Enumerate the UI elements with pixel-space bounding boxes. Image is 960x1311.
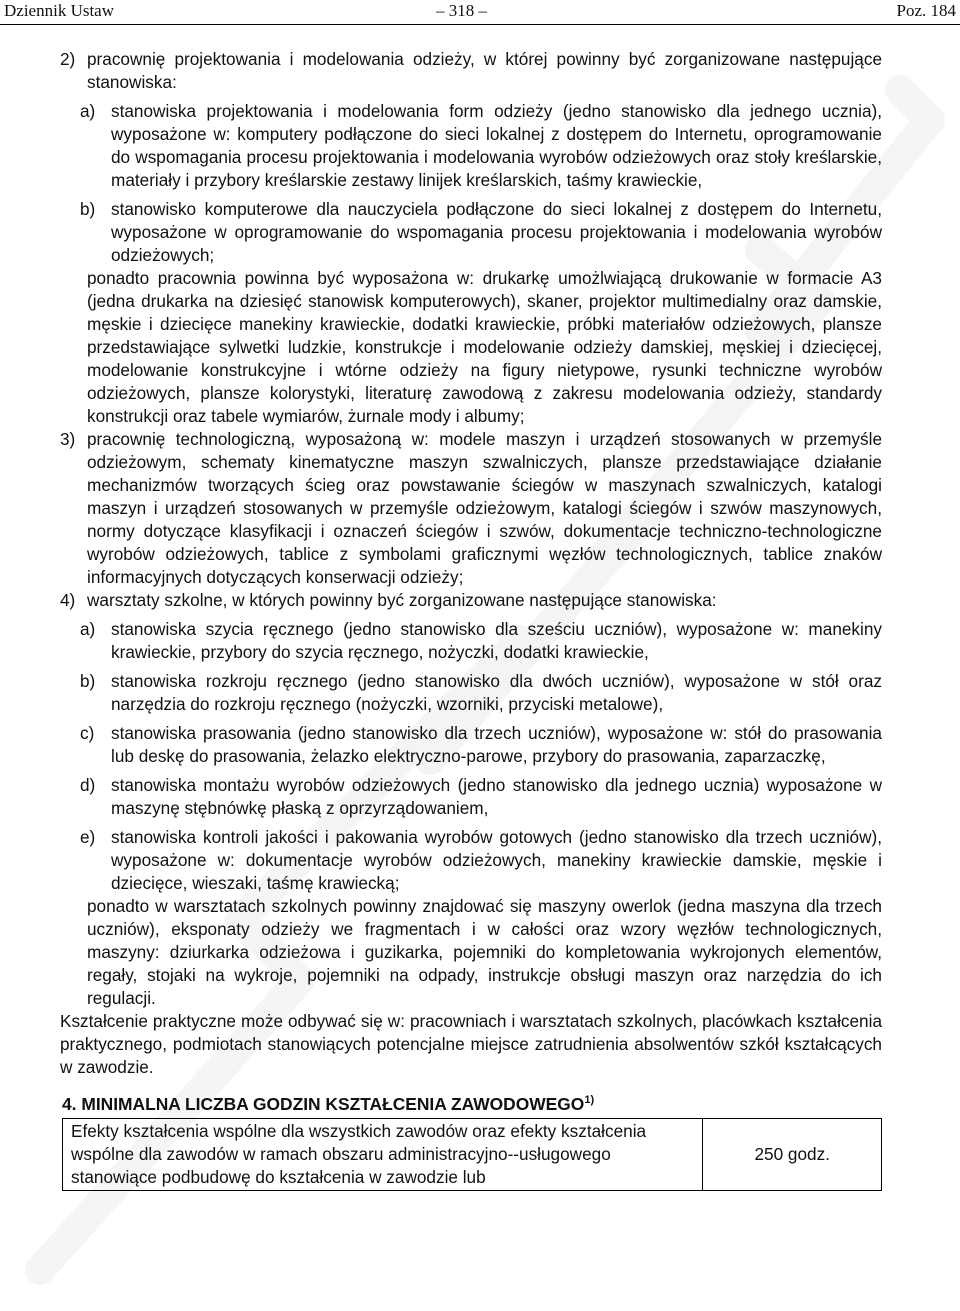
sub-item-4c	[80, 722, 882, 768]
list-item-3	[60, 428, 882, 589]
sub-item-letter: a)	[80, 619, 96, 639]
list-item-4	[60, 589, 882, 612]
sub-item-4a	[80, 618, 882, 664]
sub-item-text: stanowiska projektowania i modelowania form odzieży (jedno stanowisko dla jednego ucznia), wyposażone w: komputery podłączone do sieci lokalnej z dostępem do Internetu, oprogramowanie do wspomagania procesu projektowania i modelowania wyrobów odzieżowych oraz stoły kreślarskie, materiały i przybory kreślarskie zestawy linijek kreślarskich, taśmy krawieckie,	[111, 101, 882, 190]
sub-item-4b	[80, 670, 882, 716]
table-cell-description: Efekty kształcenia wspólne dla wszystkich zawodów oraz efekty kształcenia wspólne dla zawodów w ramach obszaru administracyjno--usługowego stanowiące podbudowę do kształcenia w zawodzie lub	[63, 1118, 703, 1190]
sub-item-letter: b)	[80, 671, 96, 691]
sub-item-4e	[80, 826, 882, 895]
item-text: warsztaty szkolne, w których powinny być zorganizowane następujące stanowiska:	[87, 590, 717, 610]
item-2-additional-equipment: ponadto pracownia powinna być wyposażona w: drukarkę umożlwiającą drukowanie w formacie A3 (jedna drukarka na dziesięć stanowisk komputerowych), skaner, projektor multimedialny oraz damskie, męskie i dziecięce manekiny krawieckie, dodatki krawieckie, próbki materiałów odzieżowych, plansze przedstawiające sylwetki ludzkie, konstrukcje i modelowanie odzieży damskiej, męskiej i dziecięcej, modelowanie konstrukcyjne i wtórne odzieży na figury nietypowe, rysunki techniczne wyrobów odzieżowych, plansze kolorystyki, literaturę zawodową z zakresu modelowania odzieży, standardy konstrukcji oraz tabele wymiarów, żurnale mody i albumy;	[87, 268, 882, 426]
item-number: 3)	[60, 429, 76, 449]
sub-item-text: stanowiska montażu wyrobów odzieżowych (jedno stanowisko dla jednego ucznia) wyposażone w maszynę stębnówkę płaską z oprzyrządowaniem,	[111, 775, 882, 818]
item-number: 4)	[60, 590, 76, 610]
sub-item-letter: d)	[80, 775, 96, 795]
sub-item-letter: a)	[80, 101, 96, 121]
sub-item-2a	[80, 100, 882, 192]
closing-paragraph: Kształcenie praktyczne może odbywać się w: pracowniach i warsztatach szkolnych, placówkach kształcenia praktycznego, podmiotach stanowiących potencjalne miejsce zatrudnienia absolwentów szkół kształcących w zawodzie.	[60, 1011, 882, 1077]
item-number: 2)	[60, 49, 76, 69]
page-header	[0, 0, 960, 25]
sub-item-letter: e)	[80, 827, 96, 847]
sub-item-text: stanowisko komputerowe dla nauczyciela podłączone do sieci lokalnej z dostępem do Internetu, wyposażone w oprogramowanie do wspomagania procesu projektowania i modelowania wyrobów odzieżowych;	[111, 199, 882, 265]
page-number: – 318 –	[436, 1, 487, 20]
table-cell-hours: 250 godz.	[703, 1118, 882, 1190]
sub-item-text: stanowiska rozkroju ręcznego (jedno stanowisko dla dwóch uczniów), wyposażone w stół oraz narzędzia do rozkroju ręcznego (nożyczki, wzorniki, przyciski metalowe),	[111, 671, 882, 714]
hours-table	[62, 1118, 882, 1191]
section-title: 4. MINIMALNA LICZBA GODZIN KSZTAŁCENIA ZAWODOWEGO	[62, 1093, 585, 1114]
list-item-2	[60, 48, 882, 94]
sub-item-text: stanowiska prasowania (jedno stanowisko dla trzech uczniów), wyposażone w: stół do prasowania lub deskę do prasowania, żelazko elektryczno-parowe, przybory do prasowania, zaparzaczkę,	[111, 723, 882, 766]
sub-item-4d	[80, 774, 882, 820]
item-4-additional-equipment: ponadto w warsztatach szkolnych powinny znajdować się maszyny owerlok (jedna maszyna dla trzech uczniów), eksponaty odzieży we fragmentach i w całości oraz wzory węzłów technologicznych, maszyny: dziurkarka odzieżowa i guzikarka, pojemniki do kompletowania wykrojonych elementów, regały, stojaki na wykroje, pojemniki na odpady, instrukcje obsługi maszyn oraz narzędzia do ich regulacji.	[87, 896, 882, 1008]
table-row	[63, 1118, 882, 1190]
footnote-marker: 1)	[584, 1094, 595, 1106]
sub-item-text: stanowiska kontroli jakości i pakowania wyrobów gotowych (jedno stanowisko dla trzech uczniów), wyposażone w: dokumentacje wyrobów odzieżowych, manekiny krawieckie damskie, męskie i dziecięce, wieszaki, taśmę krawiecką;	[111, 827, 882, 893]
item-text: pracownię technologiczną, wyposażoną w: modele maszyn i urządzeń stosowanych w przemyśle odzieżowym, schematy kinematyczne maszyn szwalniczych, plansze przedstawiające działanie mechanizmów tworzących ścieg oraz powstawanie ściegów w maszynach szwalniczych, katalogi maszyn i urządzeń stosowanych w przemyśle odzieżowym, katalogi ściegów i szwów maszynowych, normy dotyczące klasyfikacji i oznaczeń ściegów i szwów, dokumentacje techniczno-technologiczne wyrobów odzieżowych, tablice z symbolami graficznymi węzłów technologicznych, tablice znaków informacyjnych dotyczących konserwacji odzieży;	[87, 429, 882, 587]
sub-item-2b	[80, 198, 882, 267]
sub-item-letter: c)	[80, 723, 95, 743]
sub-item-letter: b)	[80, 199, 96, 219]
position-number: Poz. 184	[896, 1, 956, 20]
document-body	[60, 48, 882, 1191]
item-text: pracownię projektowania i modelowania odzieży, w której powinny być zorganizowane następujące stanowiska:	[87, 49, 882, 92]
section-heading	[62, 1089, 882, 1116]
sub-item-text: stanowiska szycia ręcznego (jedno stanowisko dla sześciu uczniów), wyposażone w: manekiny krawieckie, przybory do szycia ręcznego, nożyczki, dodatki krawieckie,	[111, 619, 882, 662]
journal-name: Dziennik Ustaw	[4, 1, 115, 20]
